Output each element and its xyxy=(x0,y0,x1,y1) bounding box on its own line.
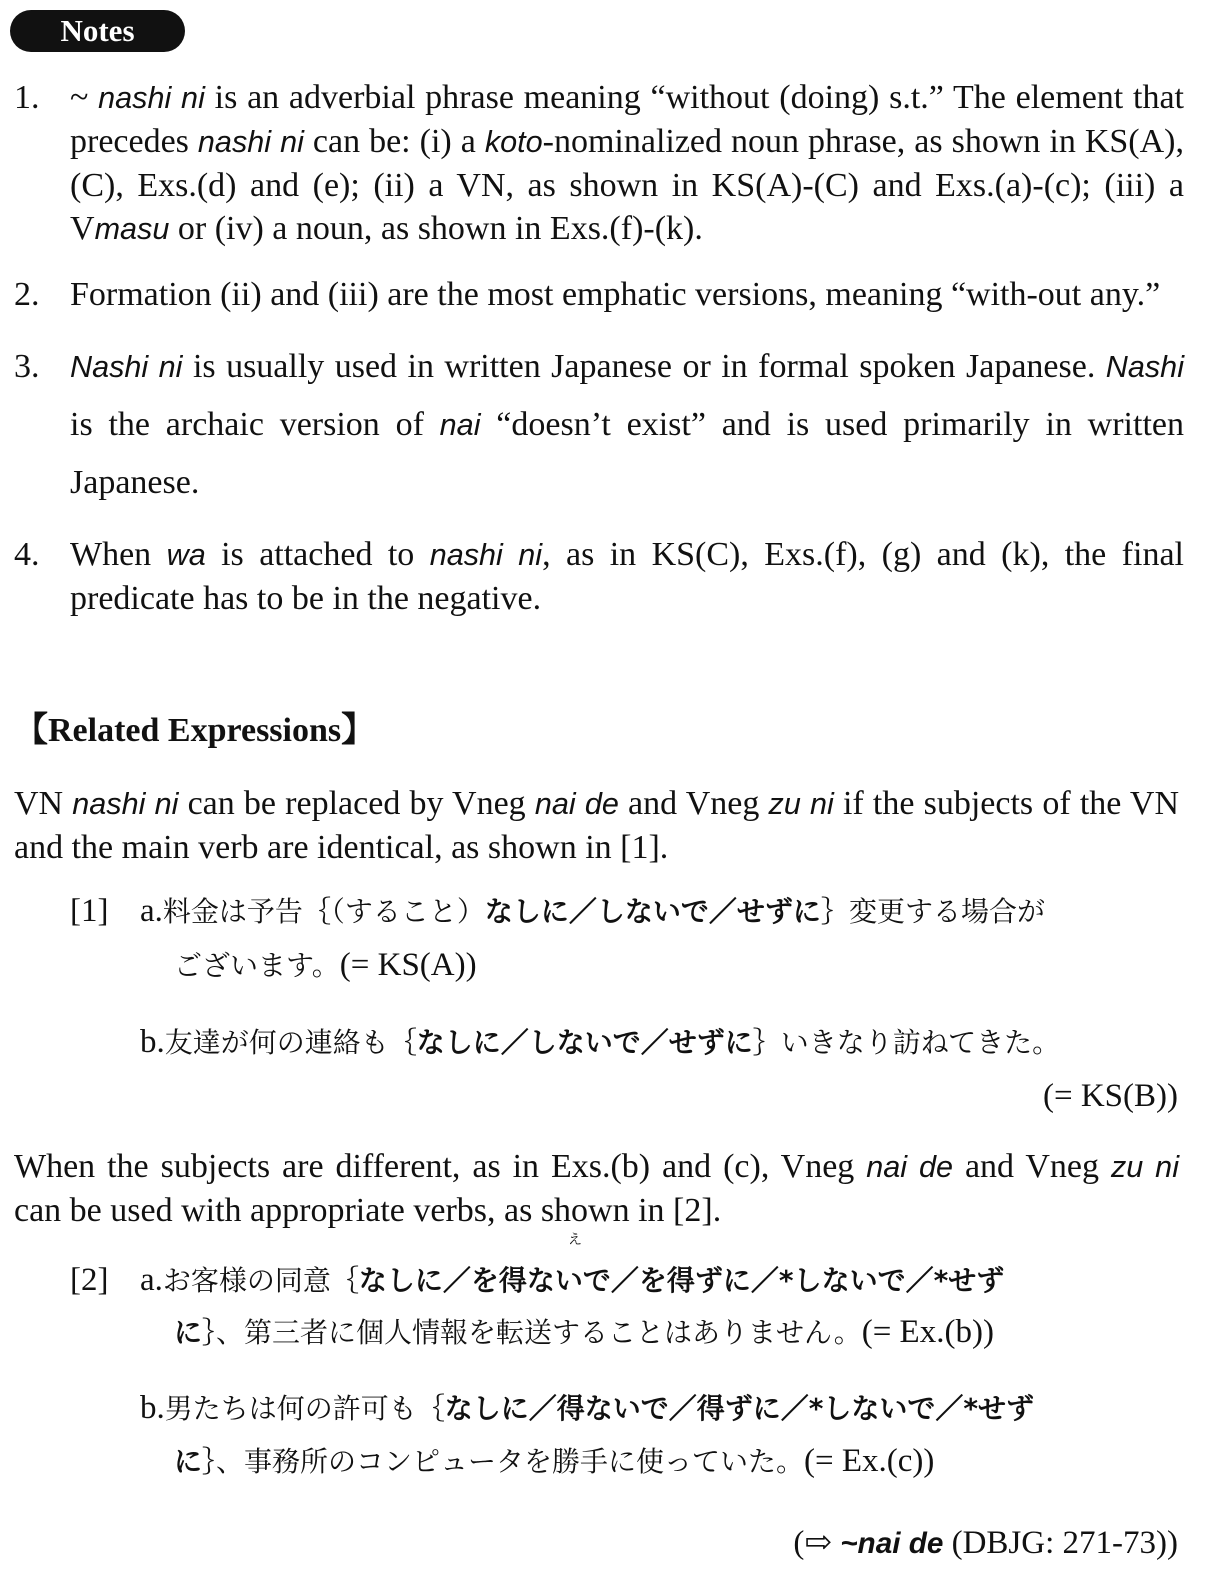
note-2 xyxy=(14,273,1184,316)
note-text: When wa is attached to nashi ni, as in KS(C), Exs.(f), (g) and (k), the final predicate has to be in the negative. xyxy=(70,536,1184,617)
example-2b-line2: に｝、事務所のコンピュータを勝手に使っていた。(= Ex.(c)) xyxy=(174,1443,935,1479)
note-4 xyxy=(14,533,1184,620)
note-text: Formation (ii) and (iii) are the most emphatic versions, meaning “with-out any.” xyxy=(70,276,1161,313)
note-text: ~ nashi ni is an adverbial phrase meaning “without (doing) s.t.” The element that precedes nashi ni can be: (i) a koto-nominalized noun phrase, as shown in KS(A), (C), Exs.(d) and (e); (ii) a VN, as shown in KS(A)-(C) and Exs.(a)-(c); (iii) a Vmasu or (iv) a noun, as shown in Exs.(f)-(k). xyxy=(70,79,1184,247)
example-label: [2] xyxy=(70,1262,109,1298)
related-paragraph-2: When the subjects are different, as in Exs.(b) and (c), Vneg nai de and Vneg zu ni can be used with appropriate verbs, as shown in [2]. xyxy=(14,1148,1179,1229)
note-1 xyxy=(14,76,1184,251)
example-label: [1] xyxy=(70,893,109,929)
notes-list xyxy=(14,76,1184,642)
note-text: Nashi ni is usually used in written Japanese or in formal spoken Japanese. Nashi is the archaic version of nai “doesn’t exist” and is used primarily in written Japanese. xyxy=(70,348,1184,501)
furigana: え xyxy=(568,1232,582,1248)
note-number: 4. xyxy=(14,536,40,573)
note-number: 1. xyxy=(14,79,40,116)
example-2a-line2: に｝、第三者に個人情報を転送することはありません。(= Ex.(b)) xyxy=(174,1314,994,1350)
example-1b: b.友達が何の連絡も｛なしに／しないで／せずに｝いきなり訪ねてきた。 xyxy=(140,1024,1061,1060)
example-1a-line2: ございます。(= KS(A)) xyxy=(174,947,477,983)
related-expressions-heading: 【Related Expressions】 xyxy=(14,712,376,749)
note-number: 3. xyxy=(14,348,40,385)
example-2b: b.男たちは何の許可も｛なしに／得ないで／得ずに／*しないで／*せず xyxy=(140,1390,1035,1426)
example-1b-ref: (= KS(B)) xyxy=(1042,1078,1178,1114)
notes-badge: Notes xyxy=(10,10,185,52)
note-3 xyxy=(14,338,1184,511)
related-paragraph-1: VN nashi ni can be replaced by Vneg nai de and Vneg zu ni if the subjects of the VN and the main verb are identical, as shown in [1]. xyxy=(14,785,1180,866)
example-2a: a.お客様の同意｛なしに／を得ないで／を得ずに／*しないで／*せず xyxy=(140,1262,1005,1298)
cross-reference: (⇨ ~nai de (DBJG: 271-73)) xyxy=(793,1525,1178,1561)
note-number: 2. xyxy=(14,276,40,313)
example-1a: a.料金は予告｛（すること）なしに／しないで／せずに｝変更する場合が xyxy=(140,893,1045,929)
